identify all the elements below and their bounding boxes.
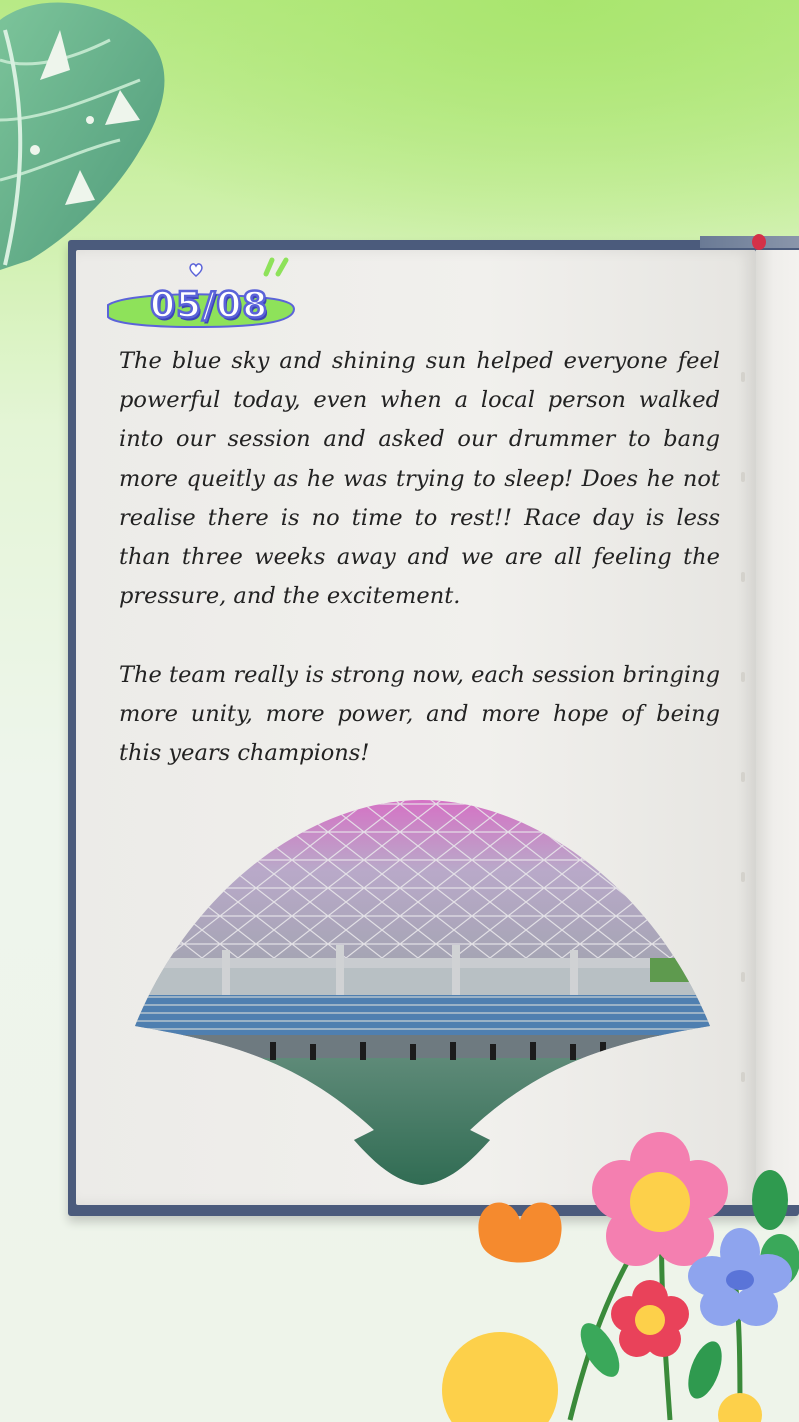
notebook-right-page xyxy=(756,250,799,1205)
monstera-leaf-icon xyxy=(0,0,170,270)
page-stitch xyxy=(741,672,745,682)
journal-paragraph: The blue sky and shining sun helped everyone feel powerful today, even when a local person walked into our session and asked our drummer to bang more queitly as he was trying to sleep! Does he not realise there is no time to rest!! Race day is less than three weeks away and we are all feeling the pressure, and the excitement. xyxy=(119,348,720,610)
journal-entry xyxy=(119,342,720,773)
bookmark-tab xyxy=(752,234,766,250)
page-stitch xyxy=(741,1072,745,1082)
page-stitch xyxy=(741,472,745,482)
page-stitch xyxy=(741,772,745,782)
bookmark-ribbon xyxy=(700,236,799,248)
journal-date: 05/08 xyxy=(150,285,269,326)
page-stitch xyxy=(741,572,745,582)
journal-paragraph: The team really is strong now, each session bringing more unity, more power, and more hope of being this years champions! xyxy=(119,661,720,767)
page-stitch xyxy=(741,372,745,382)
page-stitch xyxy=(741,972,745,982)
flower-bouquet-icon xyxy=(440,1120,799,1422)
page-stitch xyxy=(741,872,745,882)
dash-doodle-icon xyxy=(260,256,292,278)
heart-doodle-icon xyxy=(188,262,204,278)
